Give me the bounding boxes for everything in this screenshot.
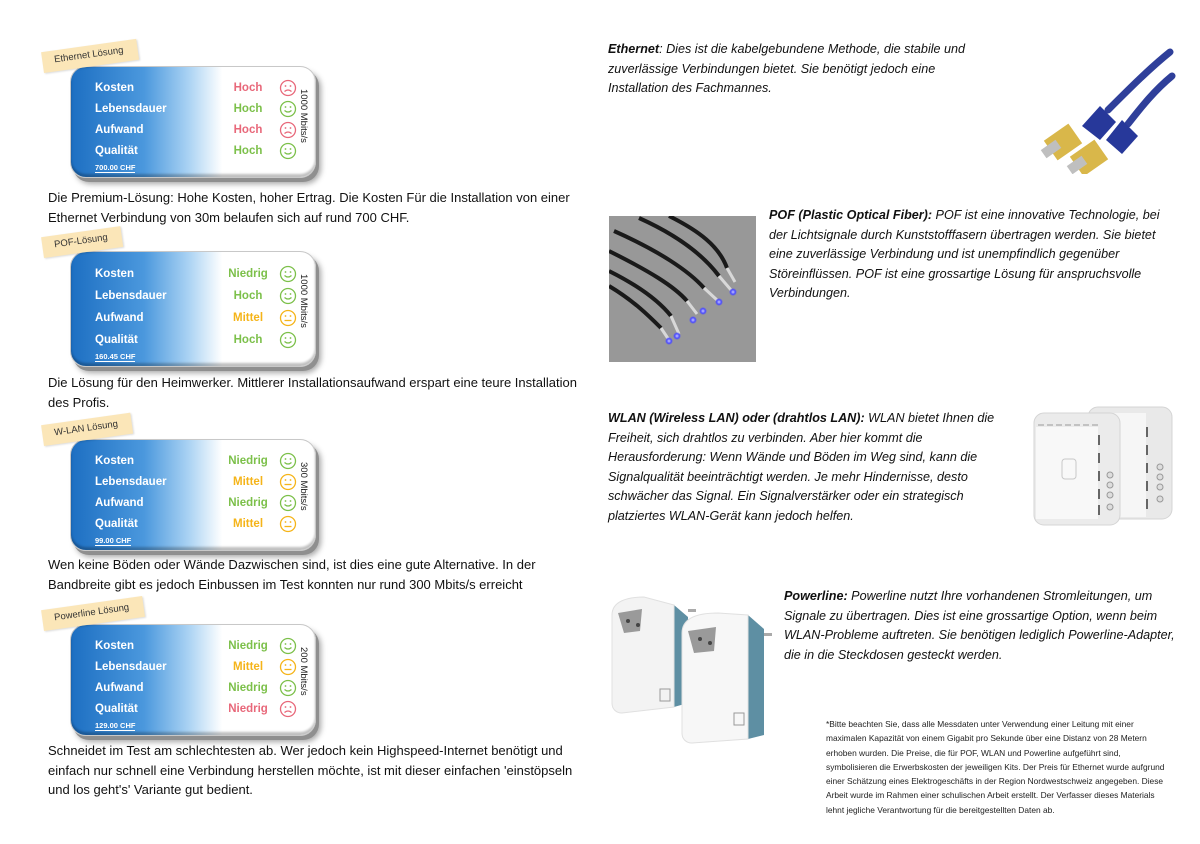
row-value: Niedrig: [228, 639, 268, 652]
row-value: Niedrig: [228, 454, 268, 467]
smiley-face-icon: [279, 142, 297, 160]
smiley-face-icon: [279, 494, 297, 512]
speed-label: 200 Mbits/s: [298, 647, 309, 696]
speed-label: 1000 Mbits/s: [298, 274, 309, 328]
disclaimer-footnote: *Bitte beachten Sie, dass alle Messdaten unter Verwendung einer Leitung mit einer maximalen Kapazität von einem Gigabit pro Sekunde über eine Distanz von 28 Metern erhoben wurden. Die Preise, die für POF, WLAN und Powerline aufgeführt sind, symbolisieren die Erwerbskosten der jeweiligen Kits. Der Preis für Ethernet wurde aufgrund einer Schätzung eines Elektrogeschäfts in der Region Nordwestschweiz angegeben. Diese Arbeit wurde im Rahmen einer schulischen Arbeit erstellt. Der Verfasser dieses Materials lehnt jegliche Verantwortung für die bereitgestellten Daten ab.: [826, 719, 1165, 815]
wlan-solution-card: [44, 418, 334, 555]
pof-info-body: POF ist eine innovative Technologie, bei der Lichtsignale durch Kunststofffasern übertragen werden. Sie bietet eine zuverlässige Verbindung und ist unempfindlich gegenüber Störeinflüssen. POF ist eine grossartige Lösung für anspruchsvolle Verbindungen.: [769, 208, 1160, 300]
row-label: Lebensdauer: [95, 660, 167, 673]
price-label: 700.00 CHF: [95, 163, 136, 172]
row-label: Lebensdauer: [95, 475, 167, 488]
optical-fiber-image: [609, 216, 756, 362]
row-value: Niedrig: [228, 267, 268, 280]
rating-row-kosten: [95, 77, 315, 98]
row-value: Mittel: [232, 517, 264, 530]
smiley-face-icon: [279, 265, 297, 283]
rating-row-kosten: [95, 635, 315, 656]
powerline-adapter-image: [608, 595, 778, 745]
row-label: Kosten: [95, 267, 134, 280]
powerline-solution-card: [44, 601, 334, 740]
row-value: Hoch: [233, 144, 263, 157]
ethernet-info-body: : Dies ist die kabelgebundene Methode, die stabile und zuverlässige Verbindungen bietet. Sie benötigt jedoch eine Installation des Fachmannes.: [608, 42, 966, 95]
smiley-face-icon: [279, 452, 297, 470]
pof-solution-card: [44, 231, 334, 367]
row-value: Hoch: [233, 333, 263, 346]
row-value: Mittel: [232, 475, 264, 488]
row-label: Kosten: [95, 454, 134, 467]
neutral-face-icon: [279, 309, 297, 327]
row-label: Kosten: [95, 639, 134, 652]
row-label: Qualität: [95, 144, 138, 157]
wlan-description: Wen keine Böden oder Wände Dazwischen sind, ist dies eine gute Alternative. In der Bandbreite gibt es jedoch Einbussen im Test konnten nur rund 300 Mbits/s erreicht: [48, 557, 536, 592]
smiley-face-icon: [279, 331, 297, 349]
card-tag: POF-Lösung: [41, 226, 123, 258]
row-label: Aufwand: [95, 311, 144, 324]
price-label: 129.00 CHF: [95, 721, 136, 730]
ethernet-cable-image: [1030, 48, 1176, 174]
sad-face-icon: [279, 121, 297, 139]
powerline-info-text: [784, 587, 1180, 665]
wlan-info-text: [608, 409, 1008, 526]
row-label: Kosten: [95, 81, 134, 94]
smiley-face-icon: [279, 287, 297, 305]
row-label: Qualität: [95, 333, 138, 346]
card-panel: [70, 251, 316, 367]
pof-info-text: [769, 206, 1179, 304]
rating-row-qualitaet: [95, 513, 315, 534]
row-value: Hoch: [233, 102, 263, 115]
ethernet-info-text: [608, 40, 988, 99]
neutral-face-icon: [279, 473, 297, 491]
wlan-info-title: WLAN (Wireless LAN) oder (drahtlos LAN):: [608, 411, 865, 425]
rating-row-lebensdauer: [95, 656, 315, 677]
row-value: Hoch: [233, 81, 263, 94]
card-panel: [70, 439, 316, 551]
card-panel: [70, 624, 316, 736]
sad-face-icon: [279, 79, 297, 97]
wlan-info-body: WLAN bietet Ihnen die Freiheit, sich drahtlos zu verbinden. Aber hier kommt die Herausforderung: Wenn Wände und Böden im Weg sind, kann die Signalqualität beeinträchtigt werden. Je mehr Hindernisse, desto schwächer das Signal. Ein Signalverstärker oder ein strategisch platziertes WLAN-Gerät kann jedoch helfen.: [608, 411, 995, 523]
sad-face-icon: [279, 700, 297, 718]
row-label: Aufwand: [95, 681, 144, 694]
rating-row-kosten: [95, 450, 315, 471]
rating-row-qualitaet: [95, 698, 315, 719]
row-label: Qualität: [95, 702, 138, 715]
price-label: 160.45 CHF: [95, 352, 136, 361]
rating-row-kosten: [95, 263, 315, 284]
rating-row-qualitaet: [95, 140, 315, 161]
card-panel: [70, 66, 316, 178]
speed-label: 1000 Mbits/s: [298, 89, 309, 143]
row-label: Lebensdauer: [95, 102, 167, 115]
powerline-info-title: Powerline:: [784, 589, 848, 603]
rating-row-aufwand: [95, 307, 315, 328]
row-label: Aufwand: [95, 123, 144, 136]
powerline-description: Schneidet im Test am schlechtesten ab. Wer jedoch kein Highspeed-Internet benötigt und einfach nur schnell eine Verbindung herstellen möchte, ist mit dieser einfachen 'einstöpseln und los geht's' Variante gut bedient.: [48, 743, 573, 797]
rating-row-aufwand: [95, 677, 315, 698]
smiley-face-icon: [279, 100, 297, 118]
rating-row-aufwand: [95, 492, 315, 513]
ethernet-solution-card: [44, 44, 334, 182]
rating-row-lebensdauer: [95, 285, 315, 306]
row-value: Niedrig: [228, 702, 268, 715]
neutral-face-icon: [279, 658, 297, 676]
card-tag: W-LAN Lösung: [41, 413, 133, 446]
ethernet-description: Die Premium-Lösung: Hohe Kosten, hoher Ertrag. Die Kosten Für die Installation von einer Ethernet Verbindung von 30m belaufen sich auf rund 700 CHF.: [48, 190, 570, 225]
card-tag: Powerline Lösung: [41, 596, 144, 631]
smiley-face-icon: [279, 679, 297, 697]
pof-info-title: POF (Plastic Optical Fiber):: [769, 208, 933, 222]
pof-description: Die Lösung für den Heimwerker. Mittlerer Installationsaufwand erspart eine teure Installation des Profis.: [48, 375, 577, 410]
powerline-info-body: Powerline nutzt Ihre vorhandenen Stromleitungen, um Signale zu übertragen. Dies ist eine grossartige Option, wenn beim WLAN-Probleme auftreten. Sie benötigen lediglich Powerline-Adapter, die in die Steckdosen gesteckt werden.: [784, 589, 1175, 662]
row-value: Niedrig: [228, 681, 268, 694]
price-label: 99.00 CHF: [95, 536, 132, 545]
row-value: Mittel: [232, 660, 264, 673]
row-value: Hoch: [233, 289, 263, 302]
row-label: Qualität: [95, 517, 138, 530]
row-value: Mittel: [232, 311, 264, 324]
speed-label: 300 Mbits/s: [298, 462, 309, 511]
ethernet-info-title: Ethernet: [608, 42, 660, 56]
rating-row-lebensdauer: [95, 471, 315, 492]
wlan-mesh-device-image: [1030, 405, 1178, 527]
rating-row-lebensdauer: [95, 98, 315, 119]
row-value: Niedrig: [228, 496, 268, 509]
card-tag: Ethernet Lösung: [41, 39, 139, 73]
rating-row-aufwand: [95, 119, 315, 140]
row-value: Hoch: [233, 123, 263, 136]
row-label: Lebensdauer: [95, 289, 167, 302]
rating-row-qualitaet: [95, 329, 315, 350]
neutral-face-icon: [279, 515, 297, 533]
smiley-face-icon: [279, 637, 297, 655]
row-label: Aufwand: [95, 496, 144, 509]
